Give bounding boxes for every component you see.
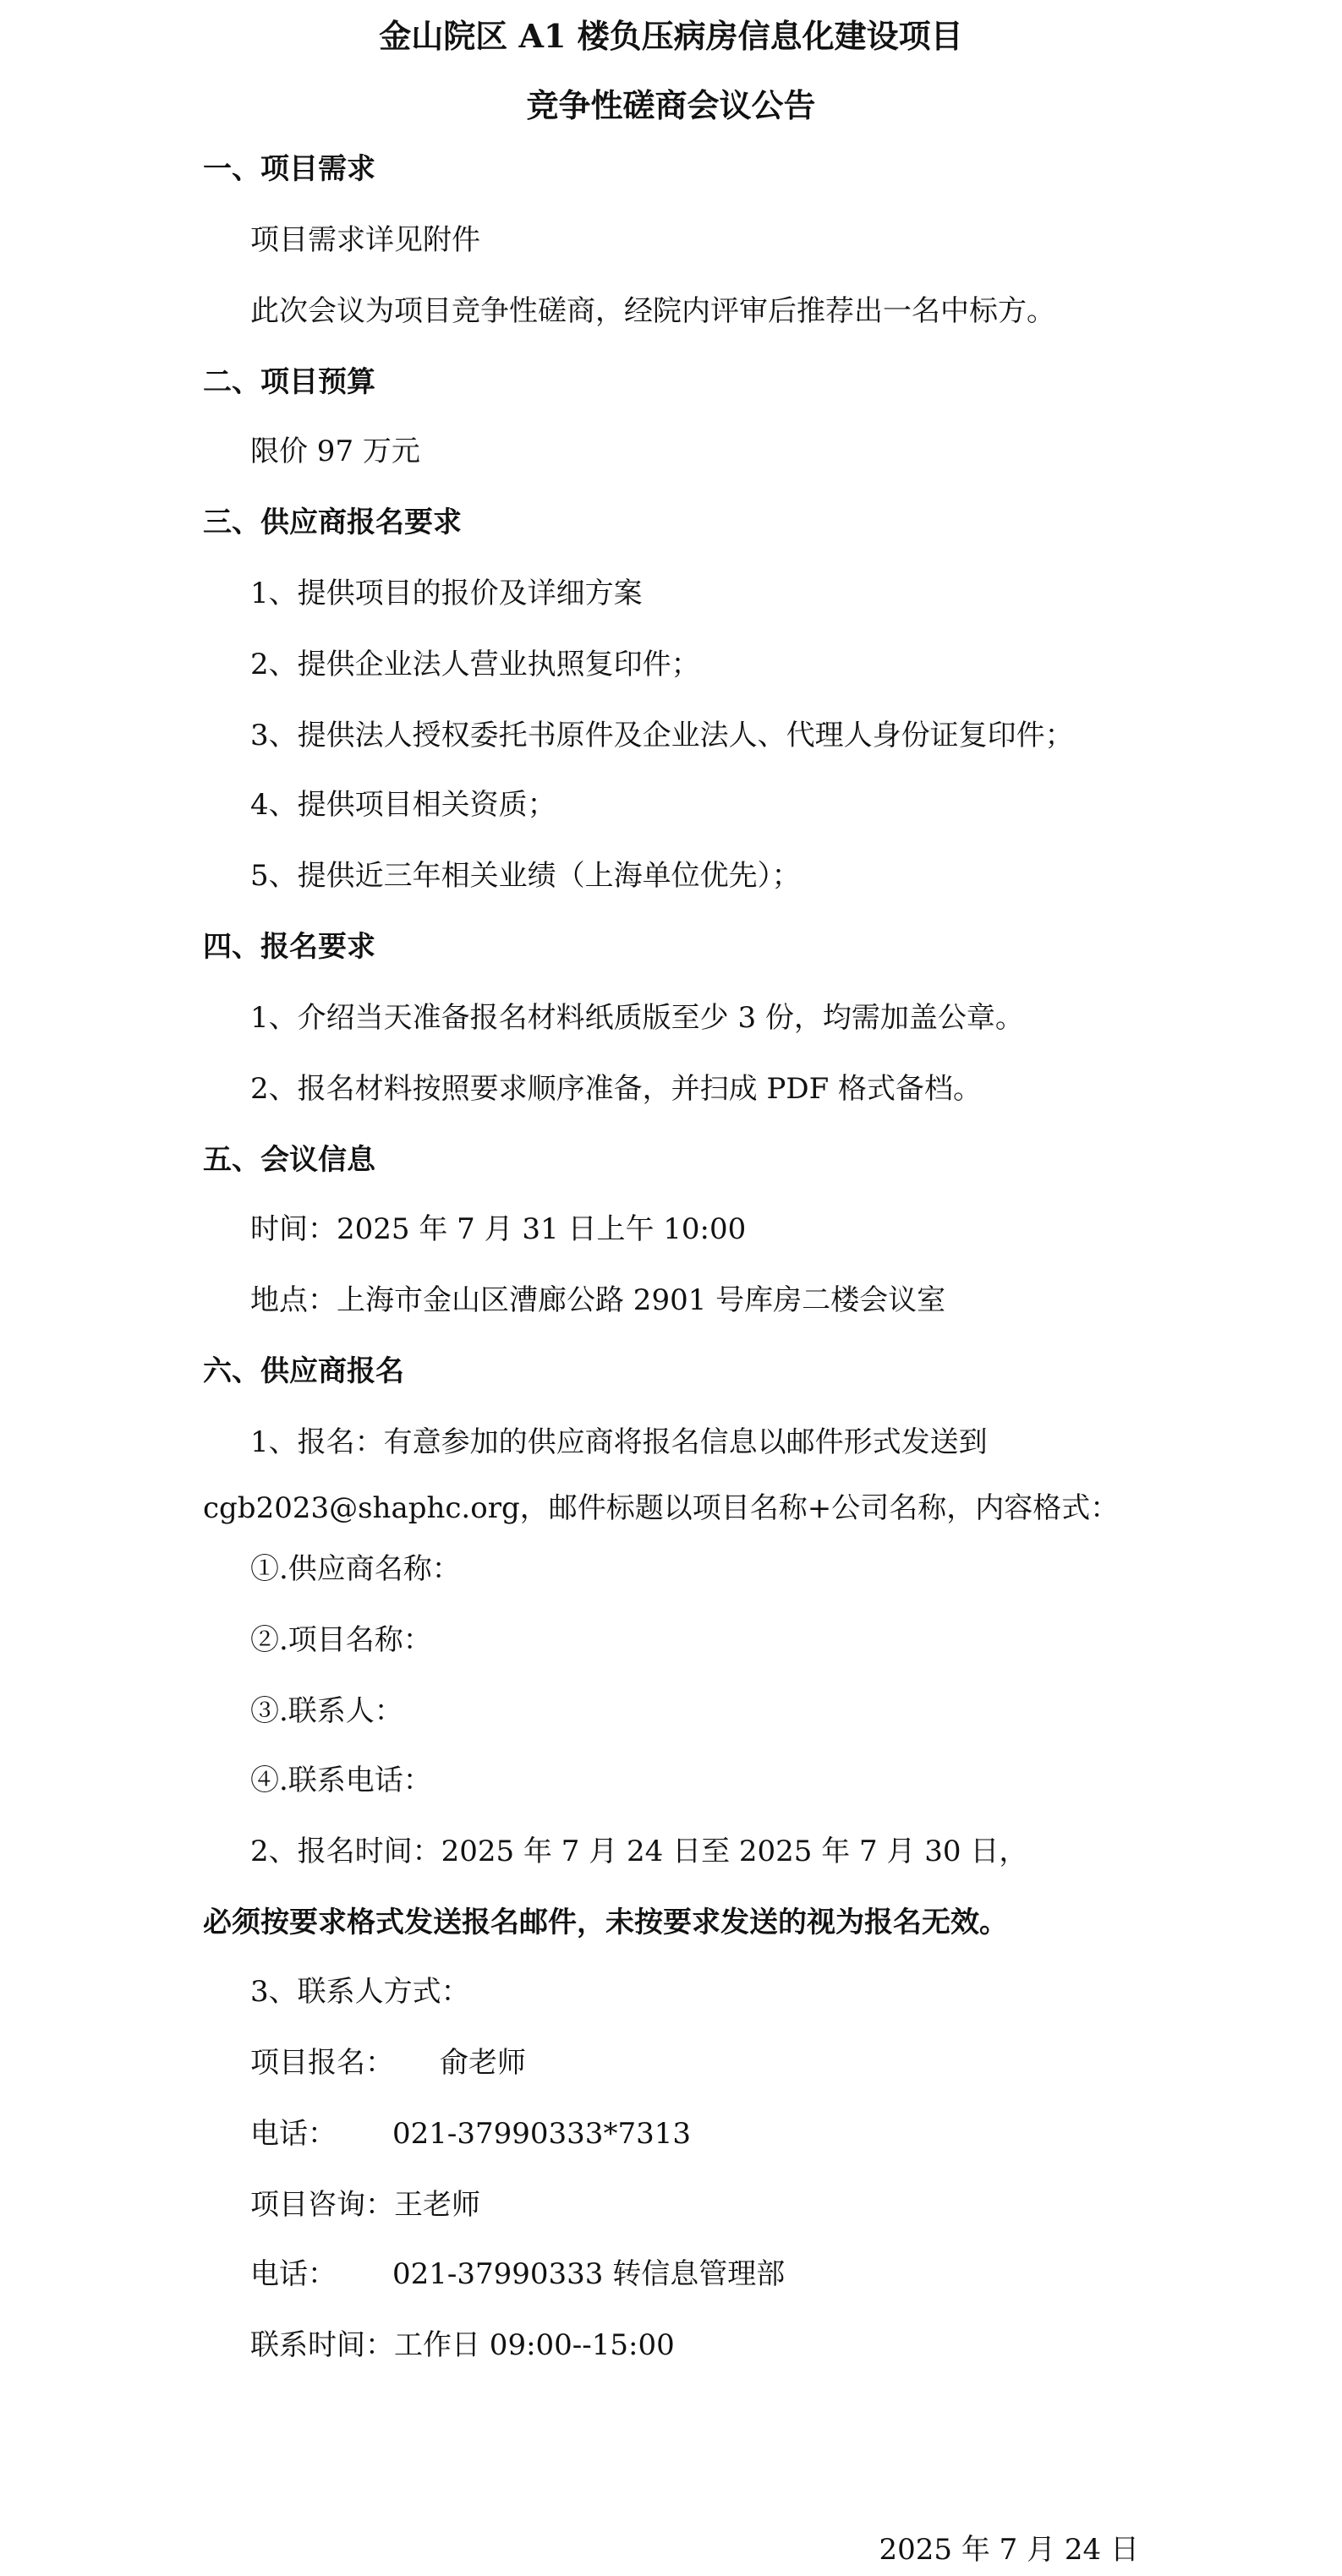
list-item: 1、介绍当天准备报名材料纸质版至少 3 份，均需加盖公章。: [250, 1001, 1024, 1035]
meeting-time: 时间：2025 年 7 月 31 日上午 10:00: [250, 1212, 747, 1246]
list-item: 2、报名材料按照要求顺序准备，并扫成 PDF 格式备档。: [250, 1072, 982, 1106]
contact-hours: 联系时间：工作日 09:00--15:00: [250, 2328, 675, 2362]
document-title: 金山院区 A1 楼负压病房信息化建设项目: [379, 17, 963, 55]
contact-signup-name: 俞老师: [440, 2046, 526, 2080]
list-item: 2、提供企业法人营业执照复印件；: [250, 648, 700, 681]
list-item: 1、提供项目的报价及详细方案: [250, 577, 643, 610]
contact-signup-label: 项目报名：: [250, 2046, 394, 2080]
contact-consult-label: 项目咨询：: [250, 2188, 394, 2222]
section-heading-requirements: 一、项目需求: [203, 152, 375, 186]
paragraph: 此次会议为项目竞争性磋商，经院内评审后推荐出一名中标方。: [250, 294, 1055, 328]
contact-signup: [250, 2046, 526, 2081]
meeting-place: 地点：上海市金山区漕廊公路 2901 号库房二楼会议室: [250, 1283, 946, 1317]
list-item: 4、提供项目相关资质；: [250, 788, 556, 822]
document-subtitle: 竞争性磋商会议公告: [526, 86, 816, 124]
document-date: 2025 年 7 月 24 日: [879, 2533, 1139, 2567]
section-heading-budget: 二、项目预算: [203, 365, 375, 399]
section-heading-meeting-info: 五、会议信息: [203, 1143, 375, 1177]
phone-label: 电话：: [250, 2257, 337, 2291]
contact-phone-1: [250, 2117, 691, 2152]
format-field: ②.项目名称：: [250, 1623, 432, 1657]
phone-number: 021-37990333*7313: [392, 2117, 691, 2151]
section-heading-supplier-requirements: 三、供应商报名要求: [203, 506, 462, 539]
paragraph: 1、报名：有意参加的供应商将报名信息以邮件形式发送到: [250, 1425, 988, 1459]
paragraph-email: cgb2023@shaphc.org，邮件标题以项目名称+公司名称，内容格式：: [203, 1491, 1120, 1525]
format-field: ④.联系电话：: [250, 1764, 432, 1797]
contact-consult-name: 王老师: [394, 2188, 480, 2222]
contact-heading: 3、联系人方式：: [250, 1975, 470, 2009]
section-heading-registration: 四、报名要求: [203, 930, 375, 964]
paragraph: 限价 97 万元: [250, 435, 420, 468]
signup-period: 2、报名时间：2025 年 7 月 24 日至 2025 年 7 月 30 日，: [250, 1835, 1028, 1868]
list-item: 5、提供近三年相关业绩（上海单位优先）；: [250, 859, 801, 893]
format-field: ③.联系人：: [250, 1694, 403, 1728]
format-field: ①.供应商名称：: [250, 1552, 461, 1586]
phone-label: 电话：: [250, 2117, 337, 2151]
section-heading-supplier-signup: 六、供应商报名: [203, 1354, 404, 1388]
paragraph: 项目需求详见附件: [250, 223, 480, 257]
list-item: 3、提供法人授权委托书原件及企业法人、代理人身份证复印件；: [250, 719, 1074, 752]
signup-warning: 必须按要求格式发送报名邮件，未按要求发送的视为报名无效。: [203, 1906, 1008, 1939]
phone-number: 021-37990333 转信息管理部: [392, 2257, 786, 2291]
contact-phone-2: [250, 2257, 785, 2292]
contact-consult: [250, 2188, 480, 2223]
